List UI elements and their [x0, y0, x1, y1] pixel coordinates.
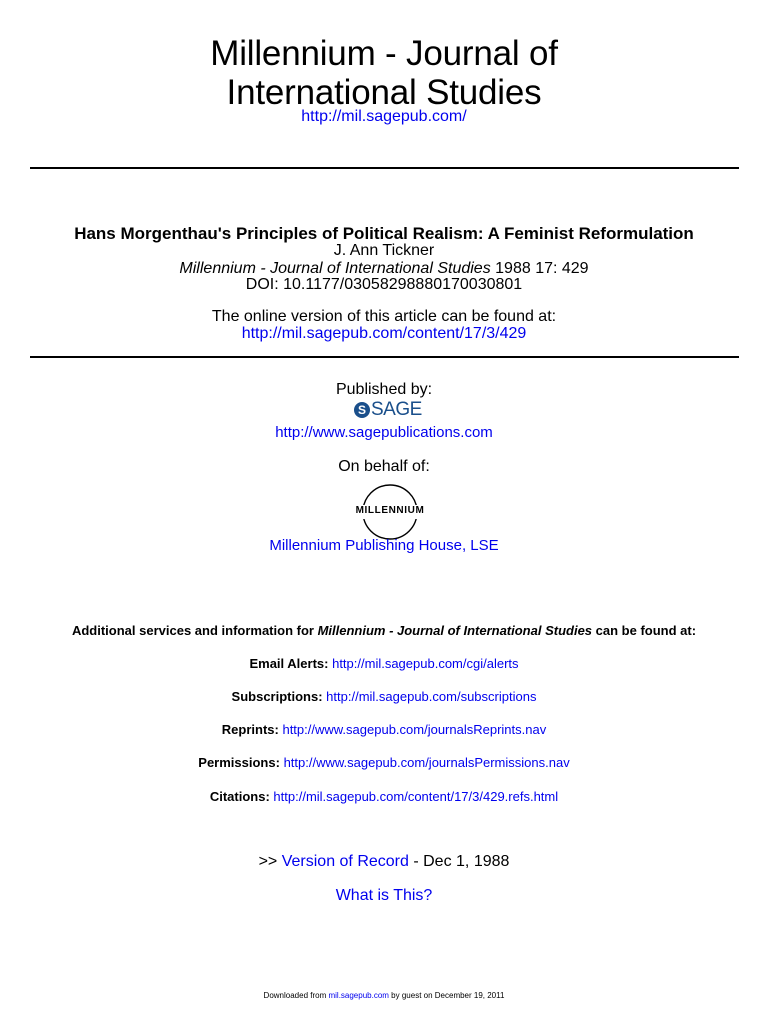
journal-title-line-1: Millennium - Journal of: [210, 34, 558, 73]
services-heading-prefix: Additional services and information for: [71, 623, 318, 638]
reprints-link[interactable]: http://www.sagepub.com/journalsReprints.nav: [282, 722, 547, 737]
permissions-link[interactable]: http://www.sagepub.com/journalsPermissions.nav: [283, 755, 570, 770]
service-label: Subscriptions:: [231, 689, 323, 704]
sage-logo[interactable]: [354, 400, 422, 420]
middle-divider: [30, 356, 739, 358]
what-is-this-link[interactable]: What is This?: [335, 887, 433, 904]
online-version-text: The online version of this article can be found at:: [211, 308, 557, 325]
article-title: Hans Morgenthau's Principles of Political Realism: A Feminist Reformulation: [74, 224, 694, 243]
journal-url-link[interactable]: http://mil.sagepub.com/: [301, 108, 467, 125]
services-heading-suffix: can be found at:: [592, 623, 697, 638]
version-prefix: >>: [258, 853, 282, 870]
service-label: Reprints:: [221, 722, 279, 737]
version-date: - Dec 1, 1988: [408, 853, 510, 870]
version-of-record-link[interactable]: Version of Record: [281, 853, 409, 870]
citation-journal-name: Millennium - Journal of International Studies: [179, 260, 491, 277]
citations-link[interactable]: http://mil.sagepub.com/content/17/3/429.refs.html: [273, 789, 559, 804]
millennium-logo-text: MILLENNIUM: [355, 505, 425, 516]
millennium-publishing-link[interactable]: Millennium Publishing House, LSE: [269, 537, 499, 554]
footer-prefix: Downloaded from: [263, 991, 329, 1000]
online-version-link[interactable]: http://mil.sagepub.com/content/17/3/429: [241, 325, 527, 342]
service-row-reprints: [0, 722, 768, 738]
footer-site-link[interactable]: mil.sagepub.com: [328, 991, 389, 1000]
service-row-permissions: [0, 755, 768, 771]
on-behalf-label: On behalf of:: [338, 458, 430, 475]
footer-suffix: by guest on December 19, 2011: [388, 991, 505, 1000]
service-row-citations: [0, 789, 768, 805]
service-label: Citations:: [209, 789, 270, 804]
service-row-subscriptions: [0, 689, 768, 705]
service-row-email-alerts: [0, 656, 768, 672]
top-divider: [30, 167, 739, 169]
sage-publications-link[interactable]: http://www.sagepublications.com: [275, 424, 493, 441]
services-heading: [0, 623, 768, 639]
published-by-label: Published by:: [335, 381, 433, 398]
sage-logo-mark-icon: S: [354, 402, 370, 418]
subscriptions-link[interactable]: http://mil.sagepub.com/subscriptions: [326, 689, 537, 704]
sage-logo-text: SAGE: [371, 399, 422, 420]
citation-volume: 1988 17: 429: [490, 260, 589, 277]
download-footer: [0, 991, 768, 1001]
service-label: Email Alerts:: [249, 656, 329, 671]
article-doi: DOI: 10.1177/03058298880170030801: [245, 276, 523, 293]
email-alerts-link[interactable]: http://mil.sagepub.com/cgi/alerts: [332, 656, 519, 671]
service-label: Permissions:: [198, 755, 280, 770]
journal-title-line-2: International Studies: [226, 73, 542, 112]
article-author: J. Ann Tickner: [333, 242, 435, 259]
version-of-record-line: [0, 853, 768, 871]
services-heading-journal: Millennium - Journal of International Studies: [317, 623, 593, 638]
